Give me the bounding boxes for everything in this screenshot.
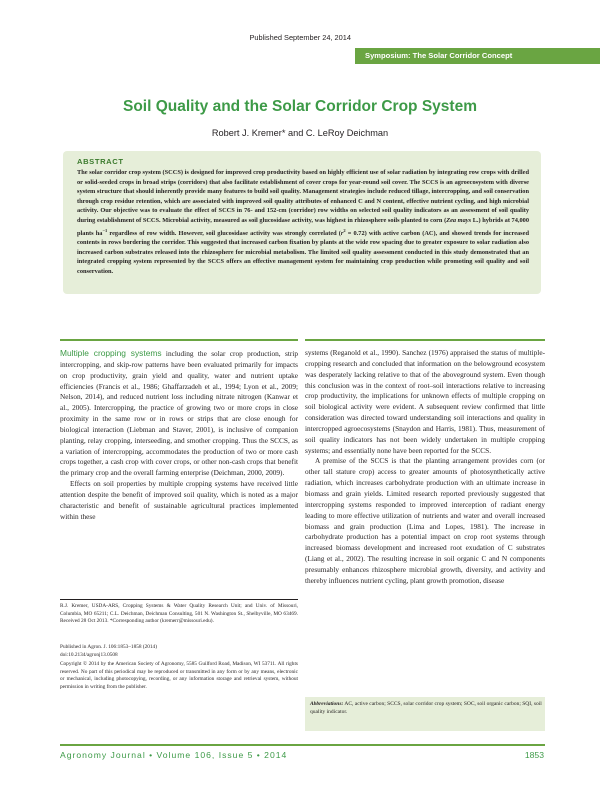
left-column-rule xyxy=(60,339,298,341)
footnote-doi: doi:10.2134/agronj13.0508 xyxy=(60,652,118,658)
author-line: Robert J. Kremer* and C. LeRoy Deichman xyxy=(211,128,389,138)
abstract-part-1: The solar corridor crop system (SCCS) is designed for improved crop productivity based on highly efficient use of solar radiation by integrating row crops with drilled or solid-seeded crops in broad strips (corridors) that also facilitate establishment of cover crops for year-round soil cover. The SCCS is an agroecosystem with diverse system structure that should inherently provide many features to build soil quality. Management strategies include reduced tillage, intercropping, and soil conservation through crop residue retention, which are associated with improved soil quality attributes of enhanced C and N content, effective nutrient cycling, and high microbial activity. Our objective was to evaluate the effect of SCCS in 76- and 152-cm (corridor) row widths on selected soil quality indicators as an assessment of soil quality during establishment of SCCS. Microbial activity, measured as soil glucosidase activity, was highest in rhizosphere soils planted to corn ( xyxy=(77,169,529,224)
right-paragraph-1: systems (Reganold et al., 1990). Sanchez (1976) appraised the status of multiple-cropping research and concluded that information on the belowground ecosystem was desperately lacking relative to that of the aboveground system. Even though this conclusion was in the context of root–soil interactions relative to increasing crop productivity, the implications for unknown effects of multiple cropping on soil biological activity were evident. A subsequent review confirmed that little consideration was directed toward understanding soil interactions and quality in intercropped agroecosystems (Snaydon and Harris, 1981). Thus, measurement of soil quality indicators has not been widely undertaken in multiple cropping systems; and essentially none have been reported for the SCCS. xyxy=(305,348,545,455)
page-number: 1853 xyxy=(524,750,544,760)
abstract-superscript-2: 2 xyxy=(343,227,346,233)
footnote-rule xyxy=(60,599,298,600)
abstract-part-2: L.) hybrids at 74,000 plants ha xyxy=(77,216,529,237)
abstract-r-symbol: r xyxy=(340,229,344,237)
footnote-copyright: Copyright © 2014 by the American Society of Agronomy, 5585 Guilford Road, Madison, WI 53711. All rights reserved. No part of this periodical may be reproduced or transmitted in any form or by any means, electronic or mechanical, including photocopying, recording, or any information storage and retrieval system, without permission in writing from the publisher. xyxy=(60,661,298,690)
abbreviations-label: Abbreviations: xyxy=(310,701,344,707)
abbreviations-list: AC, active carbon; SCCS, solar corridor crop system; SOC, soil organic carbon; SQI, soil quality indicator. xyxy=(310,701,542,715)
abstract-superscript-1: −1 xyxy=(102,227,108,233)
abstract-part-3: regardless of row width. However, soil glucosidase activity was strongly correlated ( xyxy=(107,229,341,237)
footer-journal: Agronomy Journal • Volume 106, Issue 5 • 2014 xyxy=(60,750,288,760)
section-banner: Symposium: The Solar Corridor Concept xyxy=(355,48,600,64)
article-title: Soil Quality and the Solar Corridor Crop System xyxy=(123,98,477,115)
footer-rule xyxy=(60,744,545,746)
left-paragraph-1-text: including the solar crop production, strip intercropping, and skip-row patterns have been evaluated primarily for impacts on crop productivity, grain yield and quality, water and nutrient uptake efficiencies (Francis et al., 1986; Ghaffarzadeh et al., 1994; Lyon et al., 2009; Nelson, 2014), and reduced nutrient loss including nitrate nitrogen (Kanwar et al., 2005). Intercropping, the practice of growing two or more crops in close proximity in the same row or in rows or strips that are close enough for biological interaction (Liebman and Staver, 2001), is inclusive of companion planting, relay cropping, interseeding, and smother cropping. Thus the SCCS, as a variation of intercropping, accommodates the production of two or more cash crops together, a cash crop with cover crops, or other non-cash crops that benefit the primary crop and the overall farming enterprise (Deichman, 2000, 2009). xyxy=(60,349,298,478)
abstract-heading: ABSTRACT xyxy=(77,157,124,166)
abbreviations-text xyxy=(310,701,542,716)
abstract-species: Zea mays xyxy=(446,216,472,224)
lead-in: Multiple cropping systems xyxy=(60,348,162,358)
footnote-affiliation: R.J. Kremer, USDA-ARS, Cropping Systems & Water Quality Research Unit; and Univ. of Missouri, Columbia, MO 65211; C.L. Deichman, Deichman Consulting, 501 N. Washington St., Shelbyville, MO 63469. Received 28 Oct 2013. *Corresponding author (kremerr@missouri.edu). xyxy=(60,603,298,625)
footnote-published: Published in Agron. J. 106:1853–1858 (2014) xyxy=(60,644,157,650)
published-date: Published September 24, 2014 xyxy=(249,33,351,42)
right-column-rule xyxy=(305,339,545,341)
left-paragraph-2: Effects on soil properties by multiple cropping systems have received little attention despite the benefit of improved soil quality, which is noted as a major characteristic and benefit of sustainable agricultural practices implemented within these xyxy=(60,479,298,521)
right-paragraph-2: A premise of the SCCS is that the planting arrangement provides corn (or other tall stature crop) access to greater amounts of photosynthetically active radiation, which increases carbohydrate production with an ultimate increase in biomass and grain yields. Limited research reported previously suggested that intercropping systems responded to improved interception of radiant energy leading to more effective utilization of nutrients and water and overall increased biomass and grain production (Lima and Lopes, 1981). The increase in carbohydrate production has a potential impact on crop root systems through increased biomass development and increased root exudation of C substrates (Liang et al., 2002). The resulting increase in soil organic C and N components presumably enhances rhizosphere microbial growth, diversity, and activity and thereby influences nutrient cycling, plant growth promotion, disease xyxy=(305,456,545,585)
left-paragraph-1 xyxy=(60,348,298,479)
abstract-part-4: = 0.72) with active carbon (AC), and showed trends for increased contents in rows bordering the corridor. This suggested that increased carbon fixation by plants at the wide row spacing due to greater exposure to solar radiation also increased carbon substrates released into the rhizosphere for microbial metabolism. The limited soil quality assessment conducted in this study demonstrated that an integrated cropping system represented by the SCCS offers an effective management system for maintaining crop production while promoting soil quality and soil conservation. xyxy=(77,229,529,276)
abstract-text xyxy=(77,168,529,277)
right-column xyxy=(305,348,545,587)
left-column xyxy=(60,348,298,523)
